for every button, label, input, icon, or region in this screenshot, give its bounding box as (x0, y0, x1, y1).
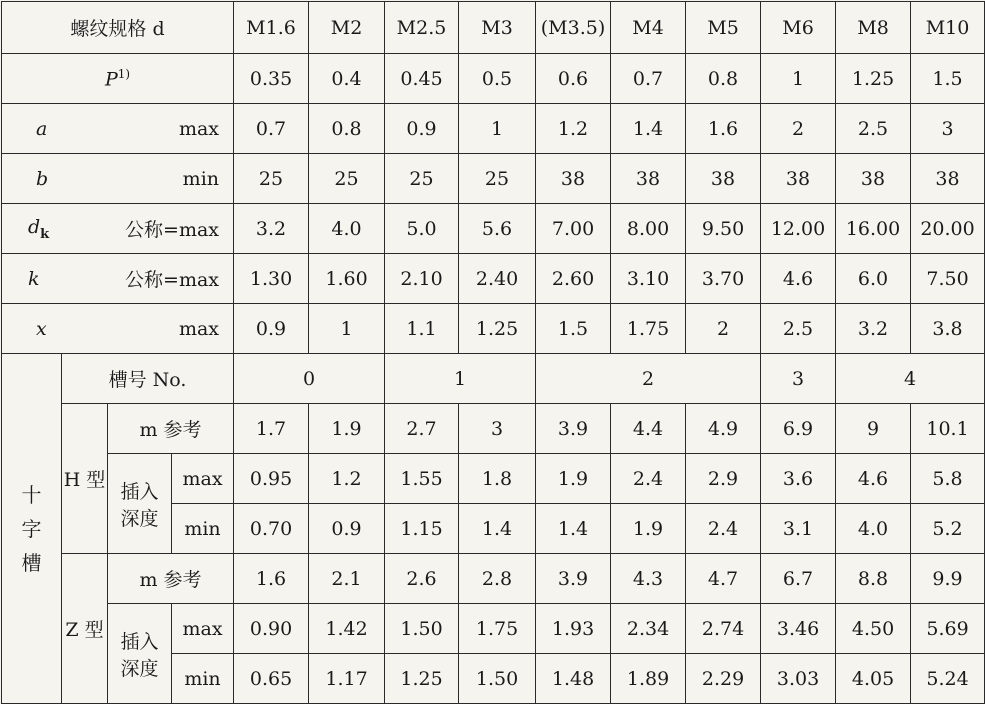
z-m-label (108, 554, 234, 604)
table-cell: 2.60 (536, 254, 611, 304)
table-cell: 1 (309, 304, 385, 354)
table-cell: 4.9 (686, 404, 761, 454)
table-cell: 5.8 (911, 454, 985, 504)
table-cell: 3.2 (234, 204, 309, 254)
row-qualifier: max (178, 317, 220, 340)
table-cell: 38 (911, 154, 985, 204)
table-cell: 3.9 (536, 554, 611, 604)
cross-recess-label (2, 354, 62, 704)
h-type-label: H 型 (62, 404, 108, 554)
table-cell: 5.24 (911, 654, 985, 704)
dk-subscript: k (40, 226, 50, 242)
table-cell: 0.95 (234, 454, 309, 504)
table-cell: 1.6 (686, 104, 761, 154)
table-cell: 0.7 (234, 104, 309, 154)
table-cell: 38 (761, 154, 836, 204)
table-cell: 10.1 (911, 404, 985, 454)
table-cell: 4.6 (836, 454, 911, 504)
table-cell: 2.1 (309, 554, 385, 604)
screw-dimension-table (1, 1, 985, 704)
recess-no-cell: 1 (385, 354, 536, 404)
table-cell: 0.45 (385, 54, 459, 104)
cross-recess-char: 槽 (21, 550, 42, 575)
row-qualifier: 公称=max (125, 219, 220, 241)
table-cell: 6.0 (836, 254, 911, 304)
row-qualifier: 公称=max (125, 269, 220, 291)
row-symbol: b (36, 167, 49, 190)
table-cell: 0.8 (686, 54, 761, 104)
table-cell: 8.8 (836, 554, 911, 604)
recess-no-cell: 0 (234, 354, 385, 404)
cross-recess-char: 字 (21, 516, 42, 541)
size-header: M5 (686, 2, 761, 54)
table-cell: 0.9 (309, 504, 385, 554)
table-cell: 1.60 (309, 254, 385, 304)
depth-text-1: 插入 (120, 480, 159, 503)
table-cell: 1.4 (459, 504, 536, 554)
h-m-label (108, 404, 234, 454)
table-cell: 0.70 (234, 504, 309, 554)
table-cell: 2.4 (686, 504, 761, 554)
table-cell: 1.75 (459, 604, 536, 654)
size-header: M10 (911, 2, 985, 54)
table-cell: 0.65 (234, 654, 309, 704)
table-cell: 3.2 (836, 304, 911, 354)
table-cell: 9.9 (911, 554, 985, 604)
z-depth-label (108, 604, 172, 704)
table-row (2, 354, 985, 404)
table-cell: 4.6 (761, 254, 836, 304)
size-header: M1.6 (234, 2, 309, 54)
table-cell: 25 (385, 154, 459, 204)
table-cell: 1.89 (611, 654, 686, 704)
header-row (2, 2, 985, 54)
table-cell: 25 (459, 154, 536, 204)
recess-no-cell: 4 (836, 354, 985, 404)
h-min-label: min (172, 504, 234, 554)
row-qualifier: max (178, 117, 220, 140)
size-header: M2.5 (385, 2, 459, 54)
table-cell: 4.0 (836, 504, 911, 554)
table-cell: 25 (309, 154, 385, 204)
table-cell: 4.50 (836, 604, 911, 654)
table-cell: 3.10 (611, 254, 686, 304)
table-cell: 6.9 (761, 404, 836, 454)
table-cell: 5.69 (911, 604, 985, 654)
table-cell: 4.7 (686, 554, 761, 604)
table-cell: 8.00 (611, 204, 686, 254)
table-cell: 2.6 (385, 554, 459, 604)
pitch-symbol: P (104, 68, 118, 91)
size-header: M2 (309, 2, 385, 54)
cross-recess-char: 十 (21, 482, 42, 507)
table-cell: 0.4 (309, 54, 385, 104)
table-cell: 38 (536, 154, 611, 204)
table-cell: 25 (234, 154, 309, 204)
table-cell: 1.30 (234, 254, 309, 304)
table-row (2, 204, 985, 254)
table-cell: 1.9 (611, 504, 686, 554)
row-label-b (2, 154, 234, 204)
table-cell: 0.9 (385, 104, 459, 154)
table-cell: 4.05 (836, 654, 911, 704)
m-ref-text: m 参考 (139, 569, 202, 591)
table-row (2, 454, 985, 504)
table-cell: 2.29 (686, 654, 761, 704)
table-cell: 1.25 (836, 54, 911, 104)
table-cell: 1.50 (459, 654, 536, 704)
row-symbol: a (36, 117, 48, 140)
thread-spec-header: 螺纹规格 d (2, 2, 234, 54)
table-cell: 1.93 (536, 604, 611, 654)
table-cell: 1.4 (536, 504, 611, 554)
table-cell: 1.9 (536, 454, 611, 504)
table-row (2, 404, 985, 454)
row-symbol: k (28, 267, 40, 290)
row-label-p (2, 54, 234, 104)
table-cell: 1.48 (536, 654, 611, 704)
table-cell: 3.03 (761, 654, 836, 704)
table-cell: 1.5 (536, 304, 611, 354)
size-header: M8 (836, 2, 911, 54)
size-header: M6 (761, 2, 836, 54)
table-cell: 2.40 (459, 254, 536, 304)
size-header: (M3.5) (536, 2, 611, 54)
table-cell: 0.5 (459, 54, 536, 104)
table-cell: 2 (761, 104, 836, 154)
table-cell: 1.55 (385, 454, 459, 504)
table-cell: 3.8 (911, 304, 985, 354)
depth-text-1: 插入 (120, 630, 159, 653)
table-cell: 12.00 (761, 204, 836, 254)
table-cell: 38 (686, 154, 761, 204)
table-cell: 3.70 (686, 254, 761, 304)
table-cell: 1.7 (234, 404, 309, 454)
table-cell: 1.2 (536, 104, 611, 154)
table-cell: 1.9 (309, 404, 385, 454)
table-cell: 1.75 (611, 304, 686, 354)
table-row (2, 54, 985, 104)
table-cell: 38 (836, 154, 911, 204)
m-ref-text: m 参考 (139, 419, 202, 441)
row-label-k (2, 254, 234, 304)
table-cell: 0.9 (234, 304, 309, 354)
size-header: M4 (611, 2, 686, 54)
table-cell: 1.25 (459, 304, 536, 354)
row-symbol: x (36, 317, 47, 340)
table-cell: 3.6 (761, 454, 836, 504)
table-cell: 1.25 (385, 654, 459, 704)
table-cell: 1.2 (309, 454, 385, 504)
table-cell: 2.5 (761, 304, 836, 354)
footnote-mark: 1) (117, 66, 131, 81)
z-max-label: max (172, 604, 234, 654)
table-cell: 2.10 (385, 254, 459, 304)
table-row (2, 554, 985, 604)
table-cell: 3.9 (536, 404, 611, 454)
recess-no-cell: 2 (536, 354, 761, 404)
table-cell: 1.15 (385, 504, 459, 554)
table-cell: 2.7 (385, 404, 459, 454)
row-label-x (2, 304, 234, 354)
table-cell: 1.8 (459, 454, 536, 504)
table-cell: 0.8 (309, 104, 385, 154)
table-cell: 7.50 (911, 254, 985, 304)
table-cell: 3 (911, 104, 985, 154)
table-cell: 1.50 (385, 604, 459, 654)
z-type-label: Z 型 (62, 554, 108, 704)
table-row (2, 304, 985, 354)
table-cell: 2.8 (459, 554, 536, 604)
row-label-dk (2, 204, 234, 254)
depth-text-2: 深度 (120, 507, 159, 530)
table-cell: 1.17 (309, 654, 385, 704)
table-cell: 9 (836, 404, 911, 454)
table-row (2, 254, 985, 304)
table-cell: 3.46 (761, 604, 836, 654)
table-cell: 1.4 (611, 104, 686, 154)
table-cell: 0.7 (611, 54, 686, 104)
table-cell: 1 (459, 104, 536, 154)
table-row (2, 154, 985, 204)
table-cell: 4.4 (611, 404, 686, 454)
table-cell: 20.00 (911, 204, 985, 254)
table-cell: 2.4 (611, 454, 686, 504)
table-cell: 5.6 (459, 204, 536, 254)
table-cell: 0.6 (536, 54, 611, 104)
table-row (2, 104, 985, 154)
recess-no-label: 槽号 No. (62, 354, 234, 404)
table-cell: 7.00 (536, 204, 611, 254)
table-cell: 16.00 (836, 204, 911, 254)
table-cell: 4.3 (611, 554, 686, 604)
row-qualifier: min (182, 167, 220, 190)
table-cell: 6.7 (761, 554, 836, 604)
dk-symbol: d (28, 215, 41, 238)
table-cell: 4.0 (309, 204, 385, 254)
table-cell: 0.90 (234, 604, 309, 654)
row-label-a (2, 104, 234, 154)
table-cell: 1.42 (309, 604, 385, 654)
table-cell: 5.2 (911, 504, 985, 554)
table-cell: 3.1 (761, 504, 836, 554)
table-cell: 2.9 (686, 454, 761, 504)
size-header: M3 (459, 2, 536, 54)
table-cell: 0.35 (234, 54, 309, 104)
h-max-label: max (172, 454, 234, 504)
recess-no-cell: 3 (761, 354, 836, 404)
table-cell: 9.50 (686, 204, 761, 254)
table-cell: 5.0 (385, 204, 459, 254)
z-min-label: min (172, 654, 234, 704)
h-depth-label (108, 454, 172, 554)
row-symbol (28, 216, 49, 242)
depth-text-2: 深度 (120, 657, 159, 680)
table-cell: 1 (761, 54, 836, 104)
table-cell: 2.74 (686, 604, 761, 654)
table-row (2, 604, 985, 654)
table-cell: 2.34 (611, 604, 686, 654)
table-cell: 1.1 (385, 304, 459, 354)
table-cell: 1.6 (234, 554, 309, 604)
table-cell: 3 (459, 404, 536, 454)
table-cell: 2.5 (836, 104, 911, 154)
table-cell: 38 (611, 154, 686, 204)
table-cell: 1.5 (911, 54, 985, 104)
table-cell: 2 (686, 304, 761, 354)
